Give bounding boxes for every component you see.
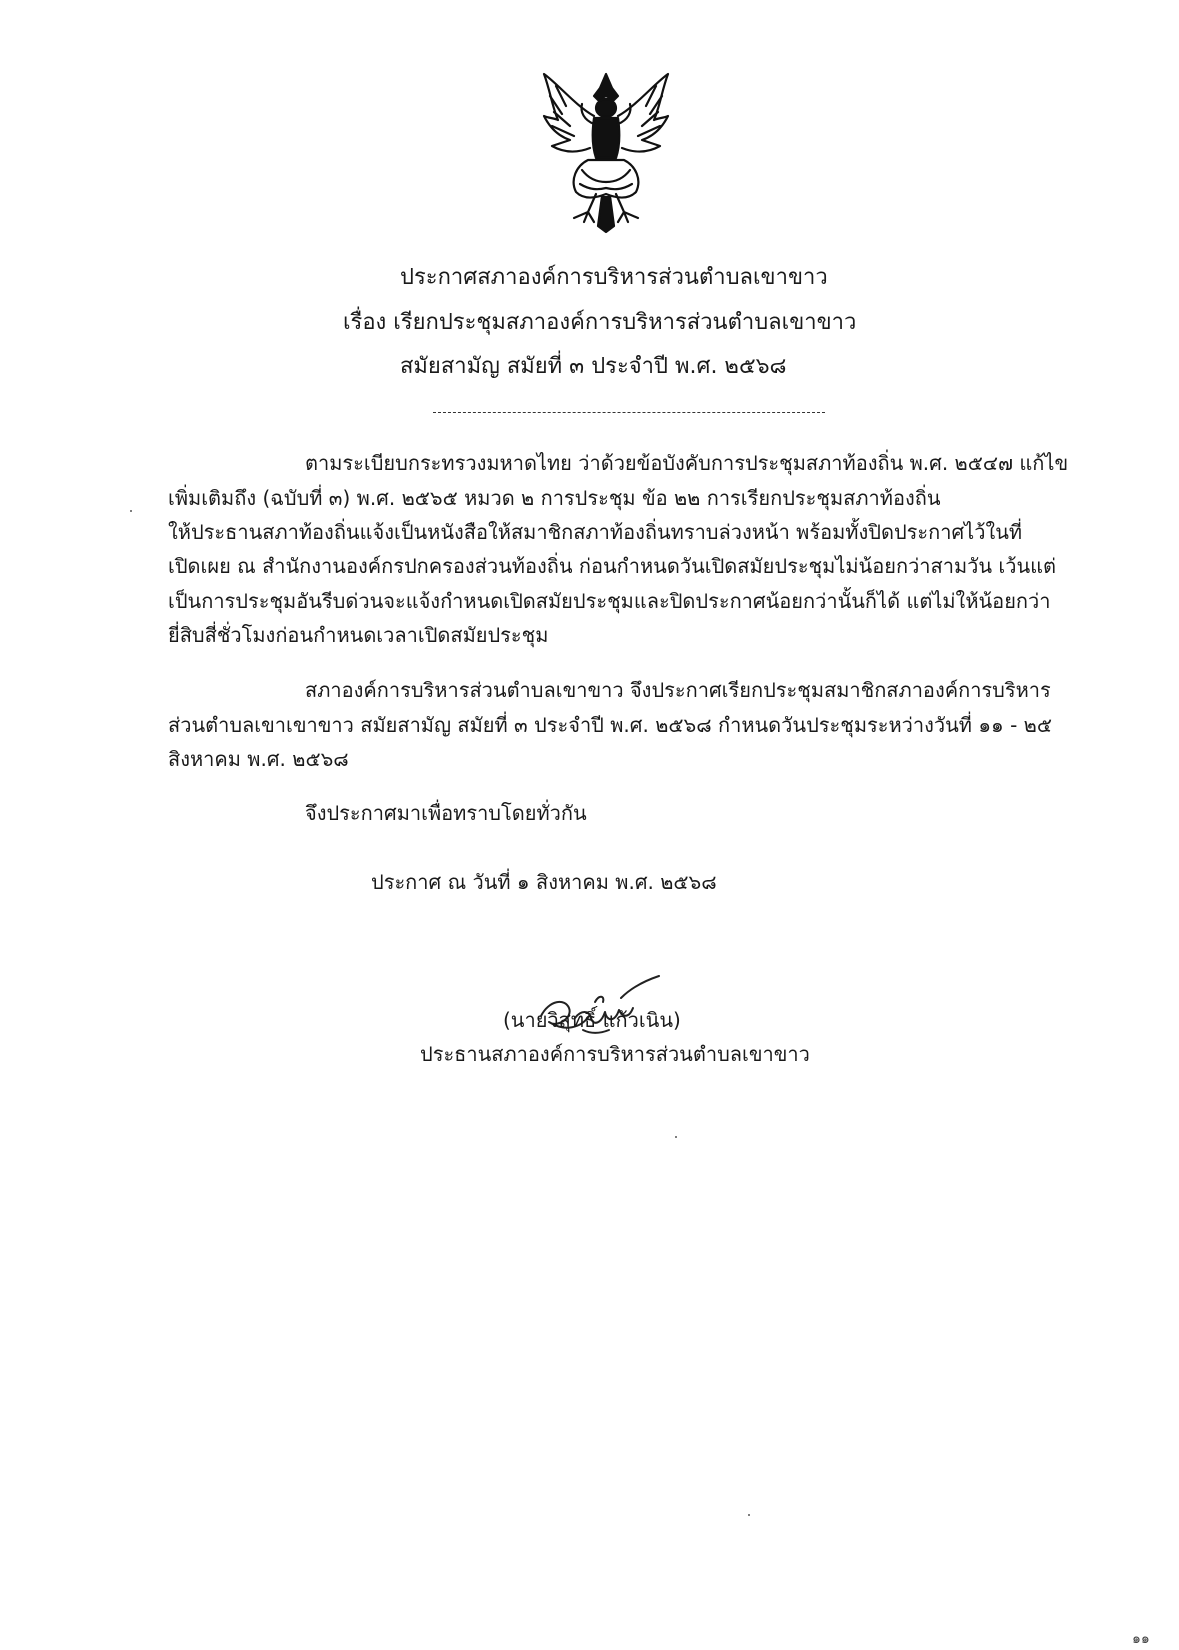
announcement-date: ประกาศ ณ วันที่ ๑ สิงหาคม พ.ศ. ๒๕๖๘ — [371, 870, 717, 894]
paragraph-line: เป็นการประชุมอันรีบด่วนจะแจ้งกำหนดเปิดสมัยประชุมและปิดประกาศน้อยกว่านั้นก็ได้ แต่ไม่ให้น้อยกว่า — [168, 589, 1051, 613]
paragraph-line: ตามระเบียบกระทรวงมหาดไทย ว่าด้วยข้อบังคับการประชุมสภาท้องถิ่น พ.ศ. ๒๕๔๗ แก้ไข — [305, 451, 1069, 475]
divider-text: --------------------------------------------------------- — [433, 399, 680, 413]
signatory-position: ประธานสภาองค์การบริหารส่วนตำบลเขาขาว — [420, 1042, 810, 1066]
scan-speck — [675, 1136, 677, 1138]
paragraph-line: เปิดเผย ณ สำนักงานองค์กรปกครองส่วนท้องถิ่น ก่อนกำหนดวันเปิดสมัยประชุมไม่น้อยกว่าสามวัน เว้นแต่ — [168, 554, 1057, 578]
paragraph-line: สภาองค์การบริหารส่วนตำบลเขาขาว จึงประกาศเรียกประชุมสมาชิกสภาองค์การบริหาร — [305, 678, 1051, 702]
scan-speck — [130, 510, 132, 512]
document-subject: เรื่อง เรียกประชุมสภาองค์การบริหารส่วนตำบลเขาขาว — [343, 310, 857, 335]
closing-statement: จึงประกาศมาเพื่อทราบโดยทั่วกัน — [305, 801, 587, 825]
paragraph-line: ยี่สิบสี่ชั่วโมงก่อนกำหนดเวลาเปิดสมัยประชุม — [168, 623, 549, 647]
garuda-emblem-icon — [536, 66, 676, 236]
paragraph-line: ให้ประธานสภาท้องถิ่นแจ้งเป็นหนังสือให้สมาชิกสภาท้องถิ่นทราบล่วงหน้า พร้อมทั้งปิดประกาศไว้ในที่ — [168, 520, 1023, 544]
document-session: สมัยสามัญ สมัยที่ ๓ ประจำปี พ.ศ. ๒๕๖๘ — [400, 354, 787, 379]
paragraph-line: สิงหาคม พ.ศ. ๒๕๖๘ — [168, 747, 349, 771]
page-mark: ๑๑ — [1132, 1631, 1150, 1647]
paragraph-line: ส่วนตำบลเขาเขาขาว สมัยสามัญ สมัยที่ ๓ ประจำปี พ.ศ. ๒๕๖๘ กำหนดวันประชุมระหว่างวันที่ ๑๑ - ๒๕ — [168, 713, 1052, 737]
scan-speck — [748, 1514, 750, 1516]
title-divider — [433, 399, 825, 413]
signatory-name: (นายวิสุทธิ์ แก้วเนิน) — [503, 1008, 681, 1032]
document-title: ประกาศสภาองค์การบริหารส่วนตำบลเขาขาว — [400, 265, 828, 290]
paragraph-line: เพิ่มเติมถึง (ฉบับที่ ๓) พ.ศ. ๒๕๖๕ หมวด ๒ การประชุม ข้อ ๒๒ การเรียกประชุมสภาท้องถิ่น — [168, 486, 941, 510]
